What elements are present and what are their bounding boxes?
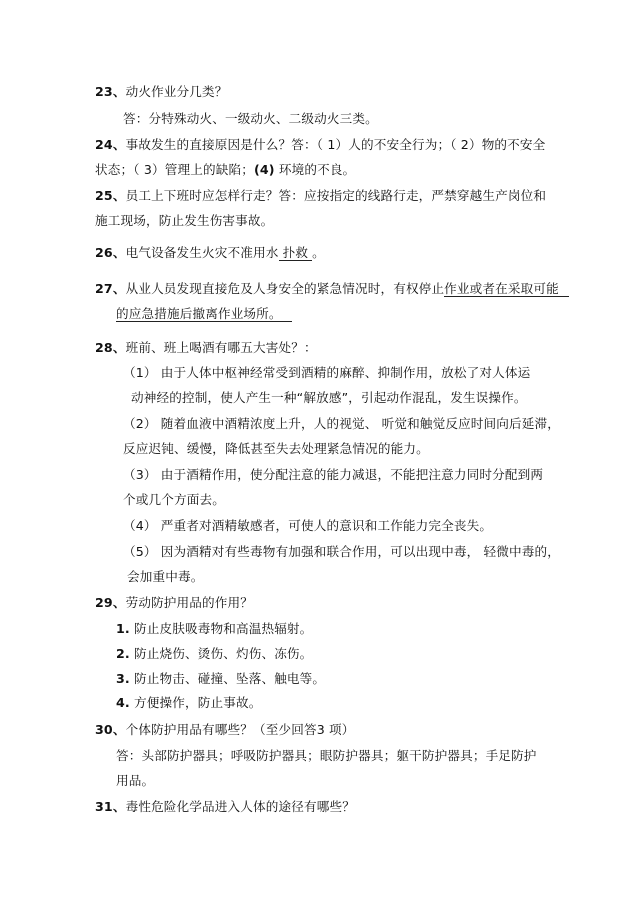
q24-line2 <box>95 161 355 179</box>
q24-item4-number: (4) <box>253 162 275 177</box>
q31-line <box>95 798 355 816</box>
q30-answer-line2: 用品。 <box>116 773 155 788</box>
q27-number: 27、 <box>95 281 126 296</box>
q29-item-2 <box>116 645 312 663</box>
q29-item-1-text: 防止皮肤吸毒物和高温热辐射。 <box>129 621 313 636</box>
q28-item-4-line1: （4） 严重者对酒精敏感者，可使人的意识和工作能力完全丧失。 <box>123 518 493 533</box>
q30-number: 30、 <box>95 722 126 737</box>
q23-number: 23、 <box>95 84 126 99</box>
q28-item-5-line2: 会加重中毒。 <box>127 569 204 584</box>
q24-text-3: 环境的不良。 <box>274 162 356 177</box>
q28-item-1-line1: （1） 由于人体中枢神经常受到酒精的麻醉、抑制作用，放松了对人体运 <box>123 365 531 380</box>
q29-item-3-text: 防止物击、碰撞、坠落、触电等。 <box>129 671 326 686</box>
q24-line1 <box>95 136 545 154</box>
q29-question: 劳动防护用品的作用？ <box>125 595 254 610</box>
q28-line <box>95 339 317 357</box>
q29-item-2-text: 防止烧伤、烫伤、灼伤、冻伤。 <box>129 646 313 661</box>
q26-text: 电气设备发生火灾不准用水 <box>125 245 279 260</box>
q29-item-4-text: 方便操作，防止事故。 <box>129 695 262 710</box>
q28-item-5-line1: （5） 因为酒精对有些毒物有加强和联合作用，可以出现中毒， 轻微中毒的， <box>123 544 561 559</box>
q28-item-3-line2: 个或几个方面去。 <box>123 492 225 507</box>
q31-number: 31、 <box>95 799 126 814</box>
q26-fill-blank: 扑救 <box>279 245 313 261</box>
q26-line <box>95 244 325 262</box>
q23-answer: 答：分特殊动火、一级动火、二级动火三类。 <box>123 111 378 126</box>
q29-item-3-number: 3. <box>116 671 130 686</box>
q29-item-4-number: 4. <box>116 695 130 710</box>
q24-number: 24、 <box>95 137 126 152</box>
q29-line <box>95 594 253 612</box>
q27-line1 <box>95 280 569 298</box>
q25-number: 25、 <box>95 188 126 203</box>
q28-item-2-line2: 反应迟钝、缓慢，降低甚至失去处理紧急情况的能力。 <box>123 441 429 456</box>
q29-item-3 <box>116 670 325 688</box>
q28-item-2-line1: （2） 随着血液中酒精浓度上升，人的视觉、 听觉和触觉反应时间向后延滞， <box>123 416 561 431</box>
q29-item-1 <box>116 620 312 638</box>
q28-number: 28、 <box>95 340 126 355</box>
q25-text-1: 员工上下班时应怎样行走？答：应按指定的线路行走，严禁穿越生产岗位和 <box>125 188 547 203</box>
q29-number: 29、 <box>95 595 126 610</box>
q29-item-1-number: 1. <box>116 621 130 636</box>
q26-end: 。 <box>312 245 325 260</box>
q27-line2 <box>116 305 292 323</box>
q23-question: 动火作业分几类？ <box>125 84 228 99</box>
q29-item-2-number: 2. <box>116 646 130 661</box>
q28-item-1-line2: 动神经的控制，使人产生一种“解放感”，引起动作混乱，发生误操作。 <box>131 390 527 405</box>
q24-text-2: 状态；（ 3）管理上的缺陷； <box>95 162 254 177</box>
q29-item-4 <box>116 694 261 712</box>
q30-line <box>95 721 355 739</box>
q28-question: 班前、班上喝酒有哪五大害处？： <box>125 340 317 355</box>
q24-text-1: 事故发生的直接原因是什么？答：（ 1）人的不安全行为；（ 2）物的不安全 <box>125 137 546 152</box>
q26-number: 26、 <box>95 245 126 260</box>
q31-question: 毒性危险化学品进入人体的途径有哪些？ <box>125 799 355 814</box>
q30-question: 个体防护用品有哪些？（至少回答3 项） <box>125 722 355 737</box>
q25-line2: 施工现场，防止发生伤害事故。 <box>95 213 274 228</box>
q23-line <box>95 83 228 101</box>
q27-fill-blank-2: 的应急措施后撤离作业场所。 <box>116 306 292 322</box>
q25-line1 <box>95 187 546 205</box>
q27-fill-blank-1: 作业或者在采取可能 <box>444 281 569 297</box>
q27-text-1: 从业人员发现直接危及人身安全的紧急情况时，有权停止 <box>125 281 445 296</box>
q30-answer-line1: 答：头部防护器具；呼吸防护器具；眼防护器具；躯干防护器具；手足防护 <box>116 748 537 763</box>
q28-item-3-line1: （3） 由于酒精作用，使分配注意的能力减退，不能把注意力同时分配到两 <box>123 467 544 482</box>
